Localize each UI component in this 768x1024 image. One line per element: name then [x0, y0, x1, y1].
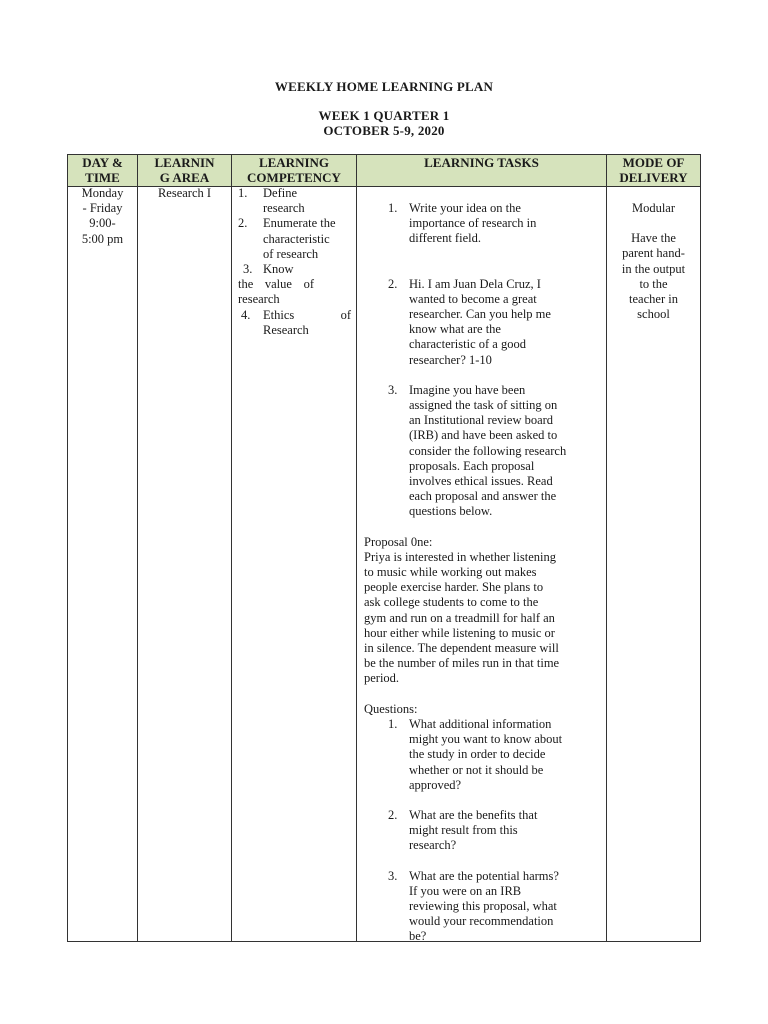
- competency-number: 3.: [243, 262, 253, 277]
- task-number: 1.: [388, 201, 398, 215]
- proposal-text: in silence. The dependent measure will: [364, 641, 559, 656]
- task-text: Hi. I am Juan Dela Cruz, I: [409, 276, 541, 291]
- question-item: [364, 717, 604, 793]
- proposal-block: [364, 535, 604, 687]
- task-item: [364, 383, 604, 520]
- header-learning-area-line1: LEARNIN: [154, 155, 215, 170]
- competency-item: [238, 216, 352, 262]
- delivery-note: [607, 231, 700, 322]
- competency-text: Ethics of: [263, 307, 351, 322]
- proposal-text: people exercise harder. She plans to: [364, 580, 544, 595]
- day-time-line: Monday: [81, 186, 124, 200]
- proposal-text: period.: [364, 671, 400, 686]
- learning-tasks-cell: [364, 201, 604, 945]
- competency-number: 2.: [238, 216, 248, 231]
- question-text: approved?: [409, 777, 462, 792]
- question-text: be?: [409, 929, 427, 944]
- header-competency: [232, 154, 356, 186]
- col-divider: [356, 154, 357, 942]
- delivery-note-line: teacher in: [629, 292, 678, 307]
- week-label: WEEK 1 QUARTER 1: [318, 108, 450, 123]
- task-text: know what are the: [409, 322, 501, 337]
- competency-item: [238, 186, 352, 216]
- task-text: (IRB) and have been asked to: [409, 428, 558, 443]
- question-text: might result from this: [409, 823, 518, 838]
- task-text: each proposal and answer the: [409, 489, 557, 504]
- competency-item: [238, 308, 352, 338]
- question-item: [364, 808, 604, 854]
- task-text: Imagine you have been: [409, 382, 526, 397]
- learning-area-value: Research I: [157, 186, 212, 200]
- competency-item: [238, 277, 352, 307]
- header-learning-area-line2: G AREA: [159, 170, 210, 185]
- task-text: researcher? 1-10: [409, 352, 492, 367]
- header-learning-area: [138, 154, 231, 186]
- task-text: importance of research in: [409, 216, 537, 231]
- proposal-text: Priya is interested in whether listening: [364, 549, 556, 564]
- proposal-text: ask college students to come to the: [364, 595, 539, 610]
- header-competency-line1: LEARNING: [258, 155, 330, 170]
- header-mode-of-delivery: [607, 154, 700, 186]
- task-text: researcher. Can you help me: [409, 307, 551, 322]
- proposal-text: to music while working out makes: [364, 565, 537, 580]
- competency-number: 1.: [238, 186, 248, 200]
- question-text: whether or not it should be: [409, 762, 544, 777]
- question-text: would your recommendation: [409, 914, 554, 929]
- delivery-note-line: parent hand-: [622, 246, 685, 261]
- competency-text: Research: [263, 322, 309, 337]
- question-number: 1.: [388, 716, 398, 731]
- proposal-text: be the number of miles run in that time: [364, 656, 560, 671]
- task-text: consider the following research: [409, 443, 567, 458]
- delivery-note-line: to the: [639, 276, 668, 291]
- header-day-time-line1: DAY &: [82, 155, 123, 170]
- task-text: an Institutional review board: [409, 413, 554, 428]
- day-time-line: 5:00 pm: [81, 231, 124, 246]
- day-time-line: 9:00-: [89, 216, 116, 231]
- questions-block: [364, 702, 604, 945]
- task-number: 3.: [388, 382, 398, 397]
- competency-text: Define: [263, 186, 298, 200]
- competency-text: research: [238, 292, 280, 307]
- task-text: wanted to become a great: [409, 291, 537, 306]
- header-delivery-line2: DELIVERY: [619, 170, 688, 185]
- competency-text: Know: [263, 262, 294, 277]
- delivery-note-line: school: [637, 307, 670, 322]
- task-text: Write your idea on the: [409, 201, 521, 215]
- col-divider: [231, 154, 232, 942]
- competency-number: 4.: [241, 307, 251, 322]
- competency-text: research: [263, 201, 305, 216]
- question-number: 3.: [388, 868, 398, 883]
- question-text: reviewing this proposal, what: [409, 898, 557, 913]
- col-divider: [67, 154, 68, 942]
- header-competency-line2: COMPETENCY: [247, 170, 341, 185]
- delivery-cell: [607, 201, 700, 322]
- competency-text: the value of: [238, 277, 314, 292]
- question-number: 2.: [388, 807, 398, 822]
- proposal-heading: Proposal 0ne:: [364, 534, 433, 549]
- proposal-text: hour either while listening to music or: [364, 625, 555, 640]
- task-text: different field.: [409, 231, 481, 246]
- competency-text: characteristic: [263, 231, 330, 246]
- task-text: characteristic of a good: [409, 337, 526, 352]
- proposal-text: gym and run on a treadmill for half an: [364, 610, 555, 625]
- plan-title: WEEKLY HOME LEARNING PLAN: [274, 79, 494, 94]
- question-text: What are the benefits that: [409, 807, 538, 822]
- task-text: questions below.: [409, 504, 493, 519]
- task-text: proposals. Each proposal: [409, 458, 535, 473]
- competency-text: Enumerate the: [263, 216, 336, 231]
- question-text: If you were on an IRB: [409, 883, 522, 898]
- questions-heading: Questions:: [364, 701, 418, 716]
- delivery-note-line: Have the: [631, 231, 676, 246]
- header-delivery-line1: MODE OF: [622, 155, 685, 170]
- col-divider: [700, 154, 701, 942]
- competency-text: of research: [263, 246, 319, 261]
- question-text: the study in order to decide: [409, 747, 546, 762]
- header-learning-tasks-label: LEARNING TASKS: [424, 155, 539, 170]
- header-day-time: [68, 154, 137, 186]
- date-range: OCTOBER 5-9, 2020: [323, 123, 445, 138]
- learning-area-cell: [138, 186, 231, 201]
- day-time-cell: [68, 186, 137, 247]
- delivery-note-line: in the output: [621, 261, 686, 276]
- col-divider: [137, 154, 138, 942]
- question-item: [364, 869, 604, 945]
- task-text: involves ethical issues. Read: [409, 474, 553, 489]
- header-day-time-line2: TIME: [85, 170, 120, 185]
- question-text: research?: [409, 838, 457, 853]
- delivery-mode: Modular: [631, 201, 676, 215]
- competency-cell: [238, 186, 352, 338]
- question-text: might you want to know about: [409, 732, 563, 747]
- header-learning-tasks: [357, 154, 606, 186]
- task-text: assigned the task of sitting on: [409, 398, 558, 413]
- question-text: What are the potential harms?: [409, 868, 559, 883]
- task-item: [364, 201, 604, 247]
- day-time-line: - Friday: [82, 201, 123, 216]
- task-number: 2.: [388, 276, 398, 291]
- competency-item: [238, 262, 352, 277]
- task-item: [364, 277, 604, 368]
- question-text: What additional information: [409, 716, 552, 731]
